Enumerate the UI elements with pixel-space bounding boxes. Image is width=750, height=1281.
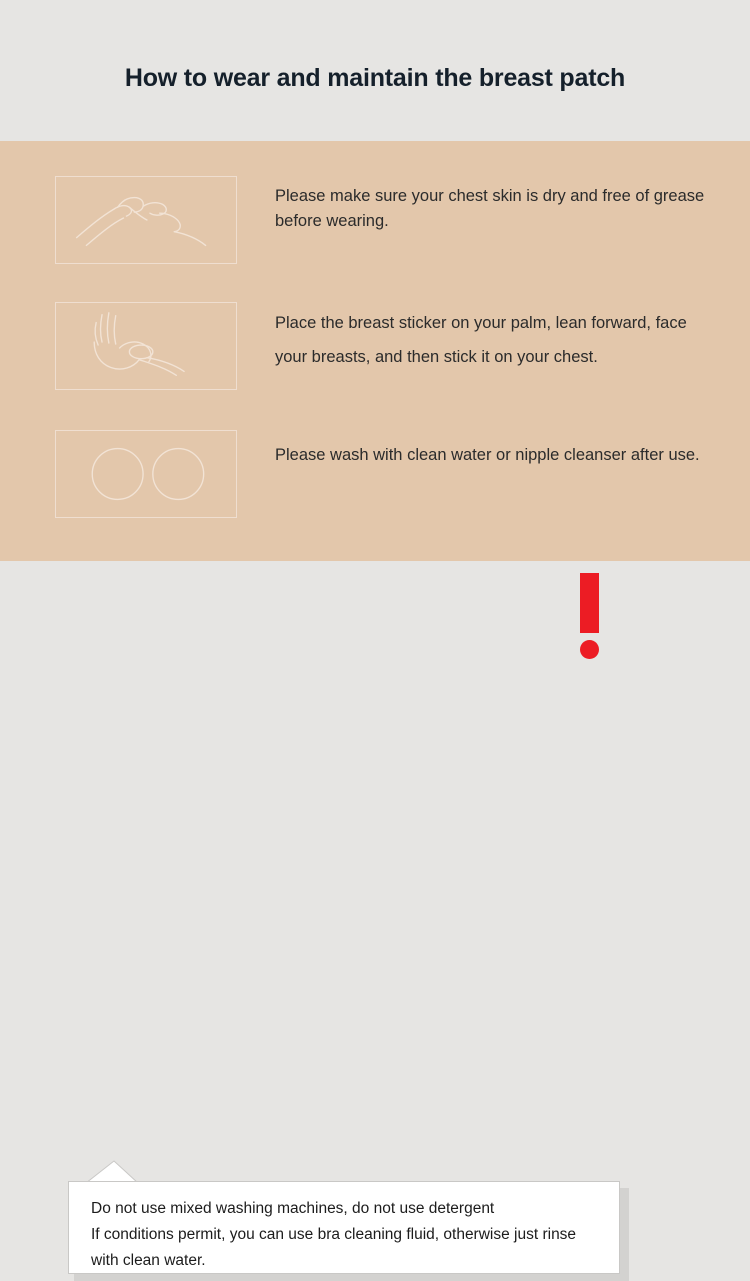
warning-note xyxy=(68,1181,620,1274)
header xyxy=(0,0,750,141)
exclamation-mark-icon xyxy=(578,573,600,659)
step-item xyxy=(0,264,750,390)
bottom-note-area xyxy=(0,561,750,1269)
page-title: How to wear and maintain the breast patch xyxy=(124,64,626,92)
hands-chest-icon xyxy=(55,176,237,264)
step-item xyxy=(0,390,750,518)
note-line: If conditions permit, you can use bra cleaning fluid, otherwise just rinse with clean water. xyxy=(91,1226,577,1269)
step-text: Please wash with clean water or nipple cleanser after use. xyxy=(275,446,700,464)
note-line: Do not use mixed washing machines, do not use detergent xyxy=(91,1200,495,1217)
step-text: Please make sure your chest skin is dry and free of grease before wearing. xyxy=(275,187,705,230)
two-circles-patch-icon xyxy=(55,430,237,518)
step-text: Place the breast sticker on your palm, lean forward, face your breasts, and then stick it on your chest. xyxy=(275,314,687,366)
steps-panel xyxy=(0,141,750,561)
step-item xyxy=(0,141,750,264)
hand-palm-patch-icon xyxy=(55,302,237,390)
